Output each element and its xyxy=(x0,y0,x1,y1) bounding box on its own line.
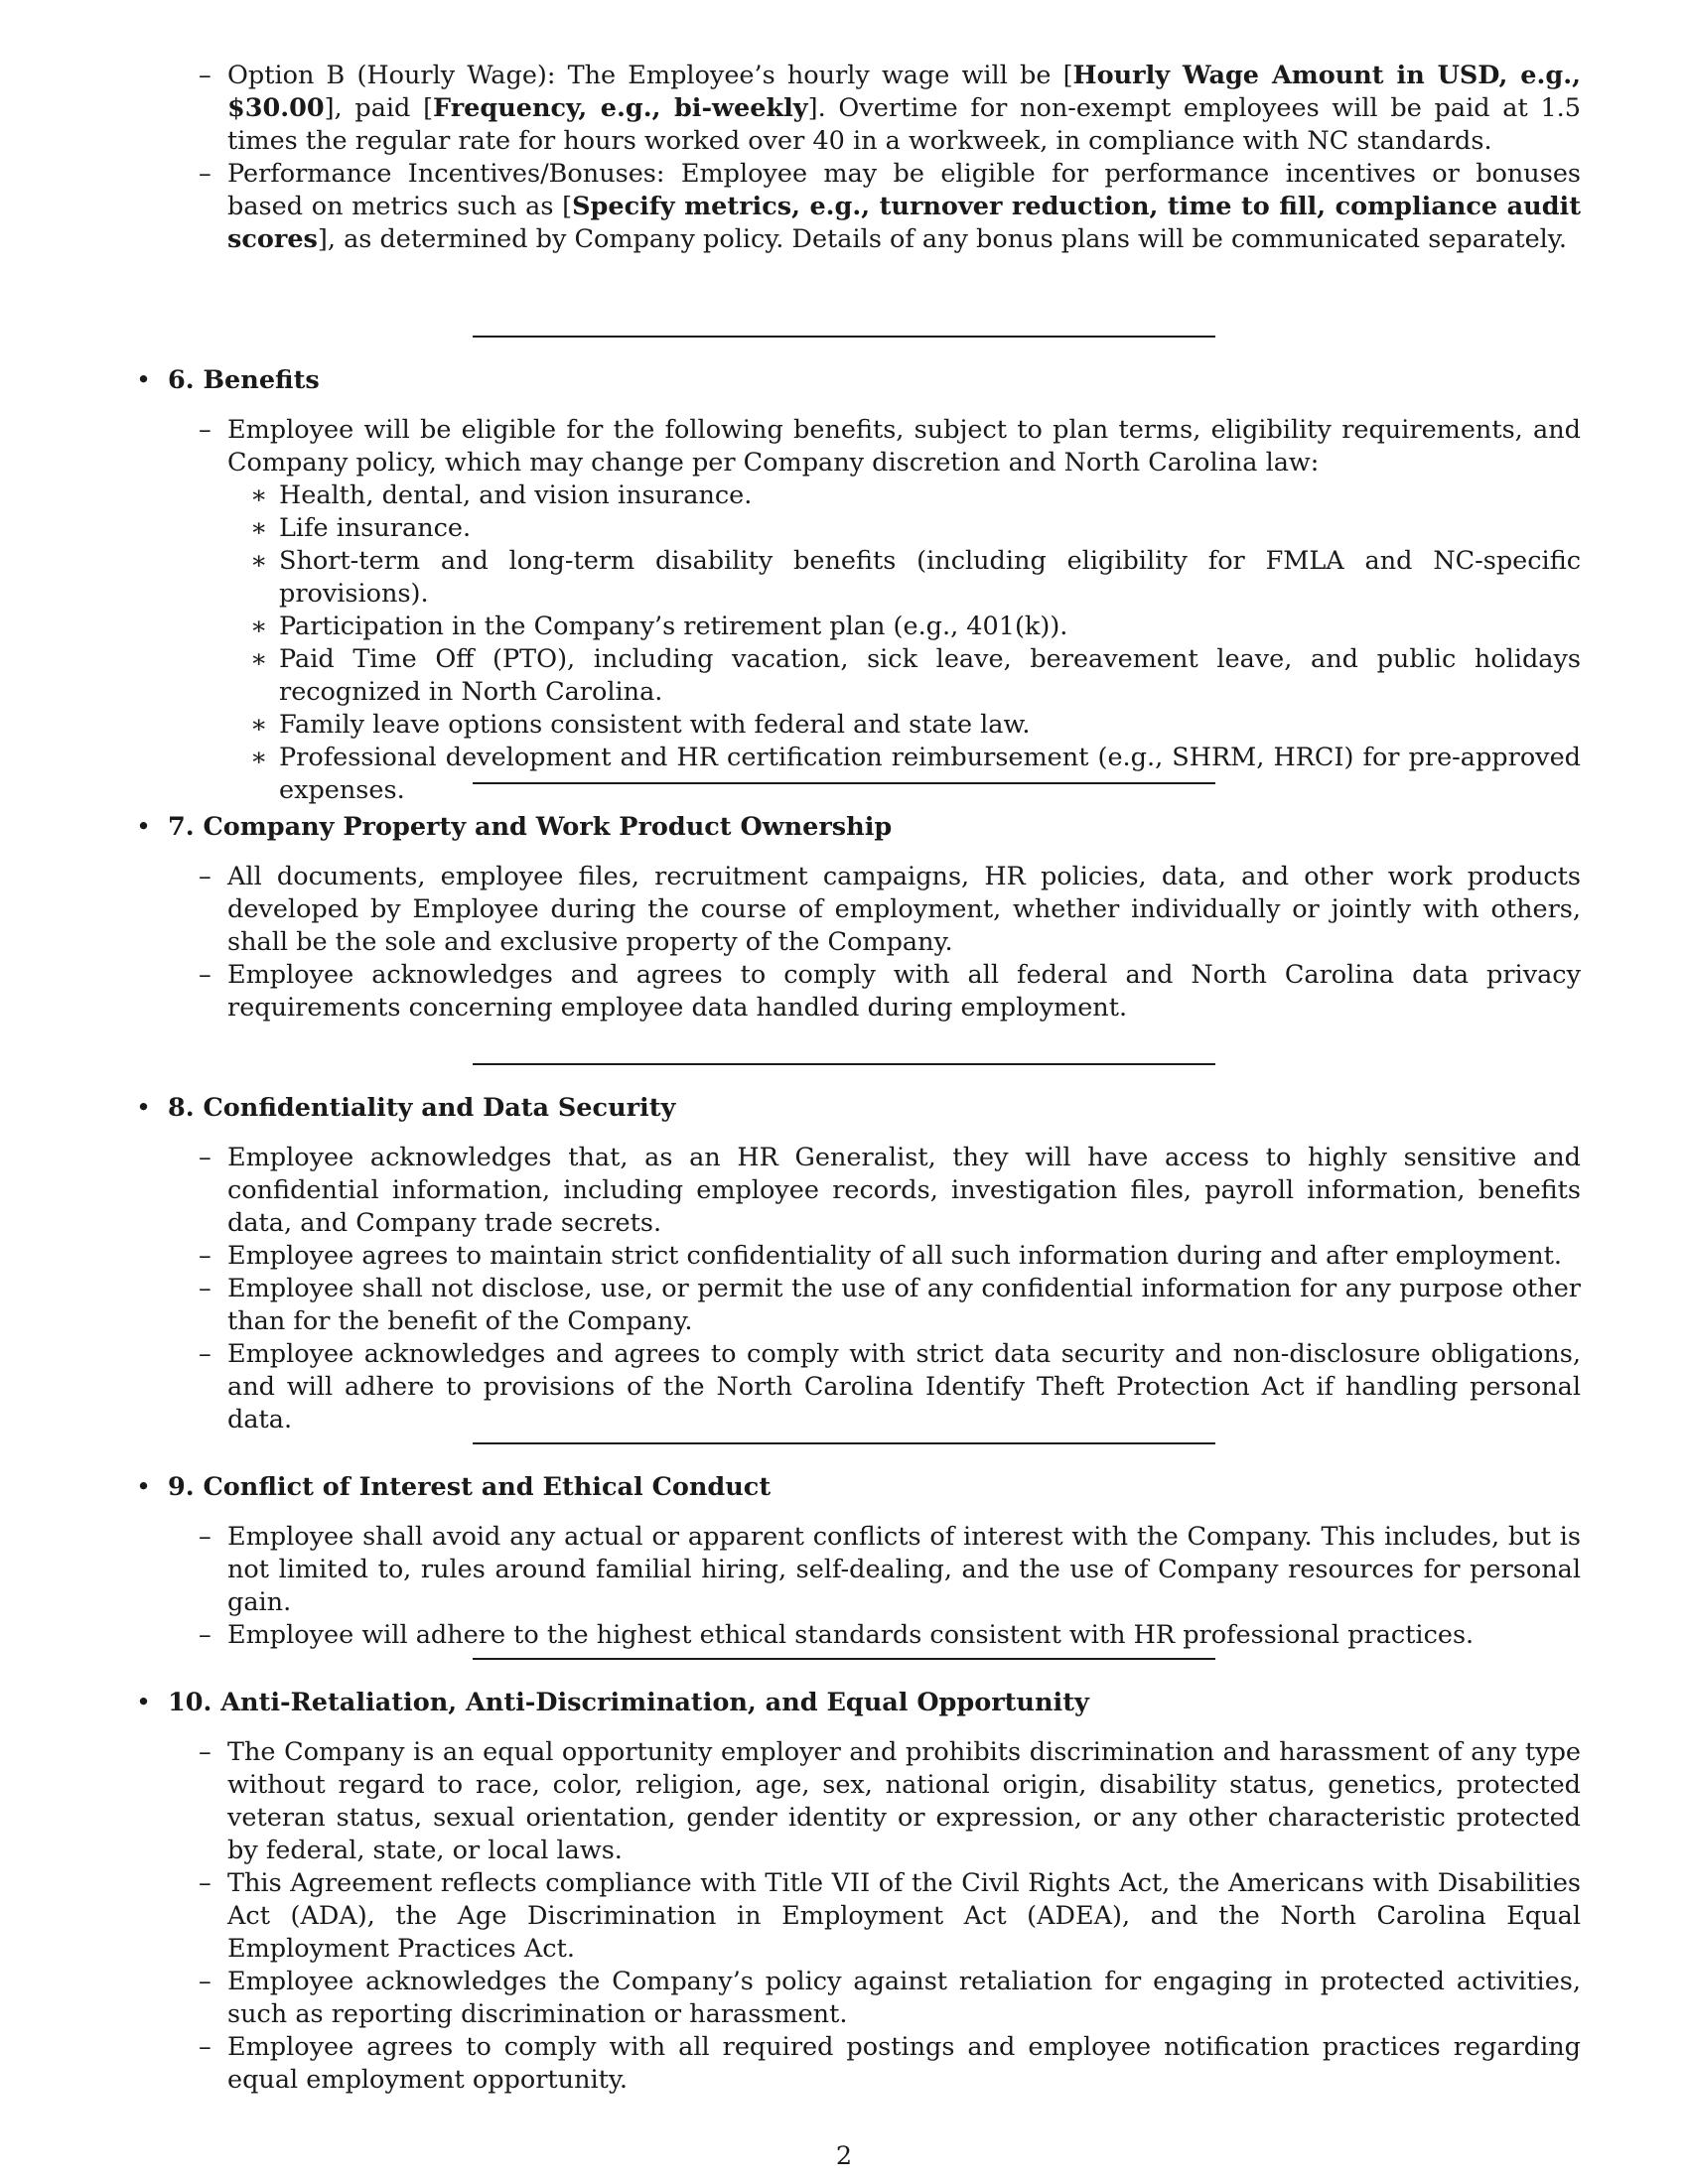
section-bullet: • xyxy=(136,365,152,395)
sublist-item: ∗ Paid Time Off (PTO), including vacation, sick leave, bereavement leave, and public holidays recognized in North Carolina. xyxy=(250,644,1581,707)
dash-marker: – xyxy=(199,1274,211,1303)
section-heading: • 6. Benefits xyxy=(136,365,320,395)
section-divider xyxy=(473,1063,1215,1065)
property-list xyxy=(0,861,1688,1024)
section-bullet: • xyxy=(136,1093,152,1123)
sublist-item: ∗ Participation in the Company’s retirement plan (e.g., 401(k)). xyxy=(250,612,1068,641)
list-item: – Employee agrees to maintain strict confidentiality of all such information during and after employment. xyxy=(199,1241,1562,1271)
dash-marker: – xyxy=(199,2032,211,2062)
section-divider xyxy=(473,1442,1215,1444)
dash-marker: – xyxy=(199,1620,211,1650)
dash-marker: – xyxy=(199,1143,211,1172)
section-bullet: • xyxy=(136,1472,152,1502)
section-divider xyxy=(473,782,1215,784)
section-bullet: • xyxy=(136,1688,152,1717)
star-marker: ∗ xyxy=(250,513,268,543)
dash-marker: – xyxy=(199,1241,211,1271)
section-divider xyxy=(473,336,1215,338)
list-item: – This Agreement reflects compliance with Title VII of the Civil Rights Act, the Americans with Disabilities Act (ADA), the Age Discrimination in Employment Act (ADEA), and the North Carolina Equal Employment Practices Act. xyxy=(199,1868,1581,1964)
list-item: – Employee acknowledges and agrees to comply with strict data security and non-disclosure obligations, and will adhere to provisions of the North Carolina Identify Theft Protection Act if handling personal data. xyxy=(199,1339,1581,1434)
sublist-item: ∗ Health, dental, and vision insurance. xyxy=(250,480,753,510)
list-item: – Employee shall avoid any actual or apparent conflicts of interest with the Company. This includes, but is not limited to, rules around familial hiring, self-dealing, and the use of Company resources for personal gain. xyxy=(199,1522,1581,1617)
section-divider xyxy=(473,1658,1215,1660)
dash-marker: – xyxy=(199,1339,211,1369)
dash-marker: – xyxy=(199,415,211,445)
page-number: 2 xyxy=(835,2141,853,2171)
sublist-item: ∗ Family leave options consistent with federal and state law. xyxy=(250,710,1031,740)
section-6 xyxy=(0,364,1688,807)
list-item: – All documents, employee files, recruitment campaigns, HR policies, data, and other work products developed by Employee during the course of employment, whether individually or jointly with others, shall be the sole and exclusive property of the Company. xyxy=(199,862,1581,957)
list-item-incentives: – Performance Incentives/Bonuses: Employee may be eligible for performance incentives or bonuses based on metrics such as [Specify metrics, e.g., turnover reduction, time to fill, compliance audit scores], as determined by Company policy. Details of any bonus plans will be communicated separately. xyxy=(199,159,1581,254)
compensation-list xyxy=(0,60,1688,256)
star-marker: ∗ xyxy=(250,644,268,674)
list-item: – Employee acknowledges the Company’s policy against retaliation for engaging in protected activities, such as reporting discrimination or harassment. xyxy=(199,1967,1581,2029)
list-item: – Employee will be eligible for the following benefits, subject to plan terms, eligibility requirements, and Company policy, which may change per Company discretion and North Carolina law: xyxy=(199,415,1581,478)
sublist-item: ∗ Short-term and long-term disability benefits (including eligibility for FMLA and NC-specific provisions). xyxy=(250,546,1581,609)
list-item: – Employee will adhere to the highest ethical standards consistent with HR professional practices. xyxy=(199,1620,1475,1650)
list-item-option-b: – Option B (Hourly Wage): The Employee’s hourly wage will be [Hourly Wage Amount in USD, e.g., $30.00], paid [Frequency, e.g., bi-weekly]. Overtime for non-exempt employees will be paid at 1.5 times the regular rate for hours worked over 40 in a workweek, in compliance with NC standards. xyxy=(199,61,1582,156)
dash-marker: – xyxy=(199,862,211,891)
section-10 xyxy=(0,1687,1688,2097)
list-item: – Employee shall not disclose, use, or permit the use of any confidential information for any purpose other than for the benefit of the Company. xyxy=(199,1274,1581,1336)
dash-marker: – xyxy=(199,960,211,990)
list-item: – Employee agrees to comply with all required postings and employee notification practices regarding equal employment opportunity. xyxy=(199,2032,1581,2095)
confidentiality-list xyxy=(0,1142,1688,1436)
star-marker: ∗ xyxy=(250,743,268,772)
section-5-continued xyxy=(0,60,1688,256)
section-7 xyxy=(0,811,1688,1024)
dash-marker: – xyxy=(199,1967,211,1996)
list-item: – Employee acknowledges that, as an HR Generalist, they will have access to highly sensitive and confidential information, including employee records, investigation files, payroll information, benefits data, and Company trade secrets. xyxy=(199,1143,1581,1238)
star-marker: ∗ xyxy=(250,710,268,740)
list-item: – The Company is an equal opportunity employer and prohibits discrimination and harassment of any type without regard to race, color, religion, age, sex, national origin, disability status, genetics, protected veteran status, sexual orientation, gender identity or expression, or any other characteristic protected by federal, state, or local laws. xyxy=(199,1737,1581,1865)
star-marker: ∗ xyxy=(250,612,268,641)
dash-marker: – xyxy=(199,61,211,90)
section-8 xyxy=(0,1092,1688,1436)
dash-marker: – xyxy=(199,1868,211,1898)
section-heading: • 8. Confidentiality and Data Security xyxy=(136,1093,676,1123)
conflict-list xyxy=(0,1521,1688,1652)
dash-marker: – xyxy=(199,1522,211,1552)
star-marker: ∗ xyxy=(250,480,268,510)
benefits-list xyxy=(0,414,1688,479)
equal-opportunity-list xyxy=(0,1736,1688,2097)
sublist-item: ∗ Professional development and HR certification reimbursement (e.g., SHRM, HRCI) for pre-approved expenses. xyxy=(250,743,1581,805)
section-heading: • 7. Company Property and Work Product Ownership xyxy=(136,812,893,842)
section-bullet: • xyxy=(136,812,152,842)
section-heading: • 10. Anti-Retaliation, Anti-Discrimination, and Equal Opportunity xyxy=(136,1688,1089,1717)
benefits-sublist xyxy=(0,479,1688,807)
dash-marker: – xyxy=(199,159,211,189)
dash-marker: – xyxy=(199,1737,211,1767)
section-heading: • 9. Conflict of Interest and Ethical Conduct xyxy=(136,1472,772,1502)
star-marker: ∗ xyxy=(250,546,268,576)
section-9 xyxy=(0,1471,1688,1652)
list-item: – Employee acknowledges and agrees to comply with all federal and North Carolina data privacy requirements concerning employee data handled during employment. xyxy=(199,960,1581,1023)
sublist-item: ∗ Life insurance. xyxy=(250,513,472,543)
